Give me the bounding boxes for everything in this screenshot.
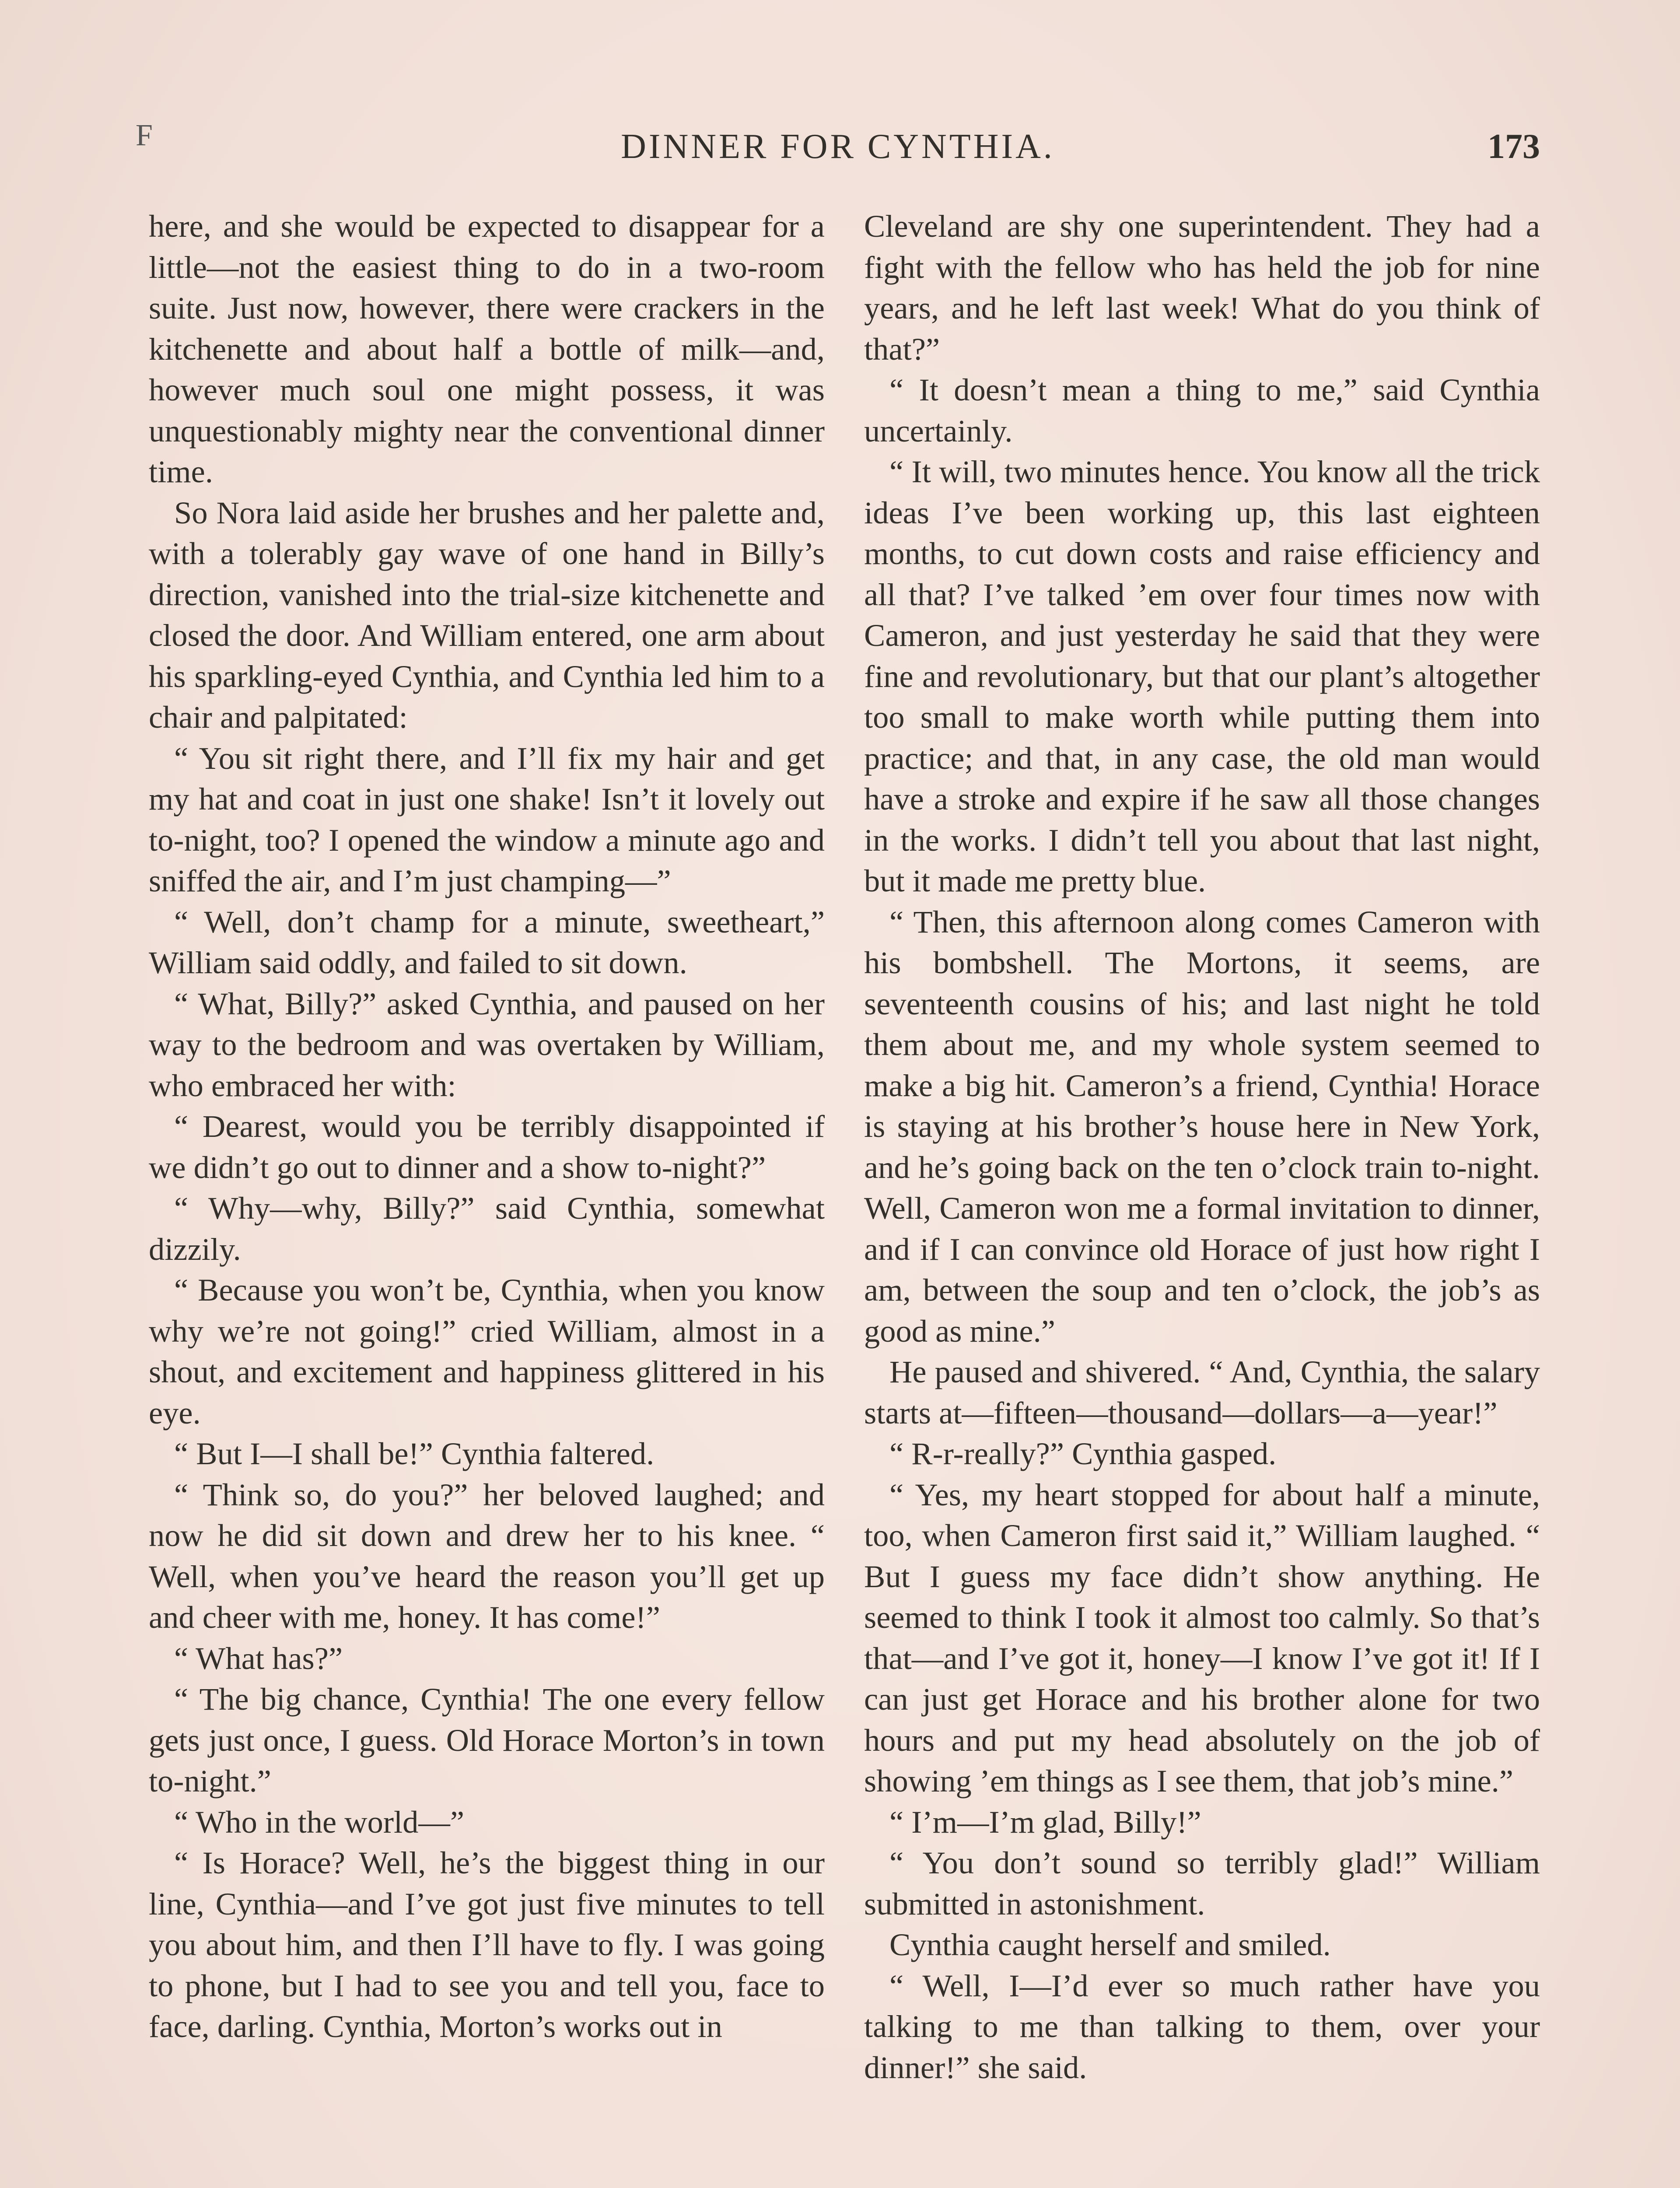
- paragraph: “ You don’t sound so terribly glad!” William submitted in astonishment.: [864, 1845, 1540, 1922]
- paragraph: “ It doesn’t mean a thing to me,” said Cynthia uncertainly.: [864, 372, 1540, 449]
- paragraph: “ Think so, do you?” her beloved laughed; and now he did sit down and drew her to his knee. “ Well, when you’ve heard the reason you’ll get up and cheer with me, honey. It has come!”: [149, 1476, 825, 1635]
- paragraph: “ Well, don’t champ for a minute, sweetheart,” William said oddly, and failed to sit down.: [149, 904, 825, 980]
- paragraph: “ The big chance, Cynthia! The one every fellow gets just once, I guess. Old Horace Morton’s in town to-night.”: [149, 1681, 825, 1799]
- paragraph: “ But I—I shall be!” Cynthia faltered.: [174, 1436, 654, 1471]
- paragraph: “ What has?”: [174, 1640, 343, 1676]
- paragraph: Cleveland are shy one superintendent. They had a fight with the fellow who has held the job for nine years, and he left last week! What do you think of that?”: [864, 208, 1540, 367]
- paragraph: “ Is Horace? Well, he’s the biggest thing in our line, Cynthia—and I’ve got just five minutes to tell you about him, and then I’ll have to fly. I was going to phone, but I had to see you and tell you, face to face, darling. Cynthia, Morton’s works out in: [149, 1845, 825, 2044]
- paragraph: He paused and shivered. “ And, Cynthia, the salary starts at—fifteen—thousand—dollars—a—year!”: [864, 1354, 1540, 1431]
- paragraph: “ I’m—I’m glad, Billy!”: [889, 1804, 1201, 1840]
- page-header: [136, 127, 1540, 175]
- paragraph: “ It will, two minutes hence. You know all the trick ideas I’ve been working up, this last eighteen months, to cut down costs and raise efficiency and all that? I’ve talked ’em over four times now with Cameron, and just yesterday he said that they were fine and revolutionary, but that our plant’s altogether too small to make worth while putting them into practice; and that, in any case, the old man would have a stroke and expire if he saw all those changes in the works. I didn’t tell you about that last night, but it made me pretty blue.: [864, 454, 1540, 898]
- paragraph: Cynthia caught herself and smiled.: [889, 1927, 1331, 1962]
- paragraph: “ Dearest, would you be terribly disappointed if we didn’t go out to dinner and a show to-night?”: [149, 1108, 825, 1185]
- left-text-column: [149, 206, 825, 2047]
- margin-mark: F: [136, 119, 153, 152]
- paragraph: “ Yes, my heart stopped for about half a minute, too, when Cameron first said it,” William laughed. “ But I guess my face didn’t show anything. He seemed to think I took it almost too calmly. So that’s that—and I’ve got it, honey—I know I’ve got it! If I can just get Horace and his brother alone for two hours and put my head absolutely on the job of showing ’em things as I see them, that job’s mine.”: [864, 1476, 1540, 1799]
- paragraph: “ Well, I—I’d ever so much rather have you talking to me than talking to them, over your dinner!” she said.: [864, 1967, 1540, 2085]
- paragraph: “ Because you won’t be, Cynthia, when you know why we’re not going!” cried William, almost in a shout, and excitement and happiness glittered in his eye.: [149, 1272, 825, 1431]
- paragraph: So Nora laid aside her brushes and her palette and, with a tolerably gay wave of one hand in Billy’s direction, vanished into the trial-size kitchenette and closed the door. And William entered, one arm about his sparkling-eyed Cynthia, and Cynthia led him to a chair and palpitated:: [149, 494, 825, 735]
- paragraph: here, and she would be expected to disappear for a little—not the easiest thing to do in a two-room suite. Just now, however, there were crackers in the kitchenette and about half a bottle of milk—and, however much soul one might possess, it was unquestionably mighty near the conventional dinner time.: [149, 208, 825, 489]
- page-number: 173: [1488, 127, 1540, 166]
- paragraph: “ Who in the world—”: [174, 1804, 465, 1840]
- paragraph: “ What, Billy?” asked Cynthia, and paused on her way to the bedroom and was overtaken by William, who embraced her with:: [149, 985, 825, 1103]
- running-title: DINNER FOR CYNTHIA.: [621, 127, 1055, 166]
- paragraph: “ Why—why, Billy?” said Cynthia, somewhat dizzily.: [149, 1190, 825, 1267]
- paragraph: “ Then, this afternoon along comes Cameron with his bombshell. The Mortons, it seems, are seventeenth cousins of his; and last night he told them about me, and my whole system seemed to make a big hit. Cameron’s a friend, Cynthia! Horace is staying at his brother’s house here in New York, and he’s going back on the ten o’clock train to-night. Well, Cameron won me a formal invitation to dinner, and if I can convince old Horace of just how right I am, between the soup and ten o’clock, the job’s as good as mine.”: [864, 904, 1540, 1349]
- right-text-column: [864, 206, 1540, 2088]
- paragraph: “ R-r-really?” Cynthia gasped.: [889, 1436, 1277, 1471]
- paragraph: “ You sit right there, and I’ll fix my hair and get my hat and coat in just one shake! Isn’t it lovely out to-night, too? I opened the window a minute ago and sniffed the air, and I’m just champing—”: [149, 740, 825, 898]
